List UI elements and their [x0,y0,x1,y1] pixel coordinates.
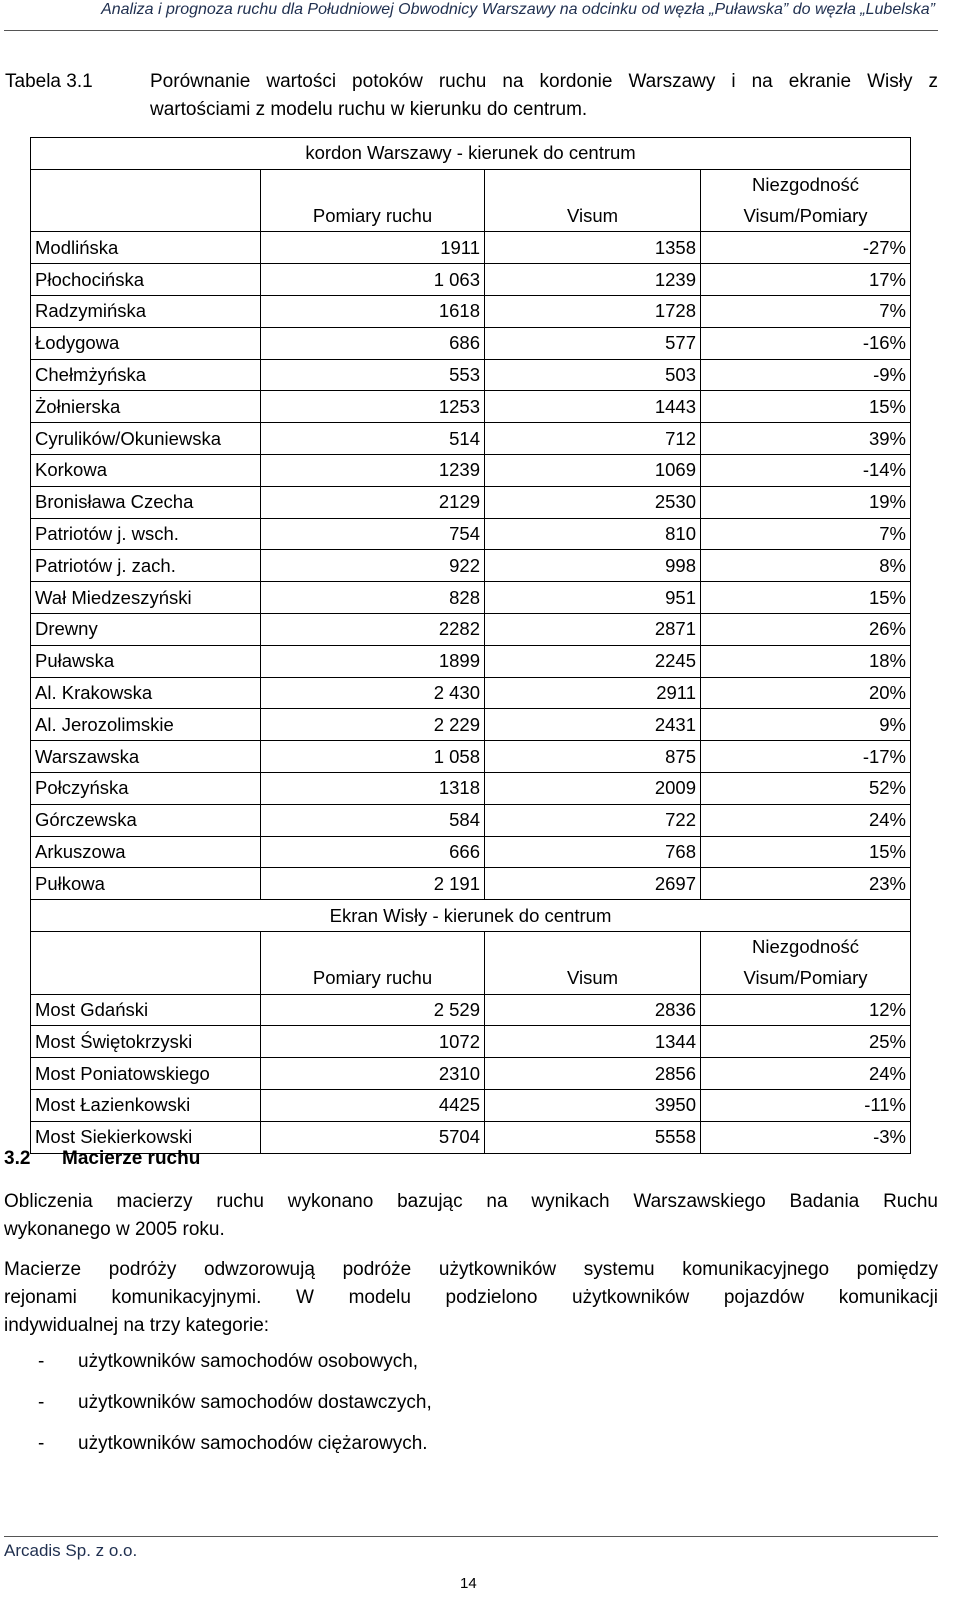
section-title-cell: kordon Warszawy - kierunek do centrum [31,138,911,170]
visum-cell: 768 [485,836,701,868]
table-row [31,423,911,455]
header-row-top [31,169,911,200]
section-number: 3.2 [4,1148,31,1169]
visum-cell: 2431 [485,709,701,741]
discrepancy-cell: 39% [701,423,911,455]
location-cell: Most Łazienkowski [31,1089,261,1121]
discrepancy-cell: -27% [701,232,911,264]
section-title: Macierze ruchu [62,1148,201,1169]
table-row [31,391,911,423]
discrepancy-cell: 7% [701,295,911,327]
table-row [31,613,911,645]
table-row [31,359,911,391]
list-dash: - [38,1433,45,1454]
measurement-cell: 1 058 [261,741,485,773]
visum-cell: 1344 [485,1026,701,1058]
list-item-text: użytkowników samochodów ciężarowych. [78,1433,428,1454]
visum-cell: 577 [485,327,701,359]
measurement-cell: 514 [261,423,485,455]
location-cell: Most Poniatowskiego [31,1058,261,1090]
visum-cell: 2856 [485,1058,701,1090]
column-header-visum: Visum [485,201,701,232]
visum-cell: 3950 [485,1089,701,1121]
paragraph-1-line-1: Obliczenia macierzy ruchu wykonano bazując na wynikach Warszawskiego Badania Ruchu [4,1191,938,1212]
measurement-cell: 1253 [261,391,485,423]
visum-cell: 2911 [485,677,701,709]
header-row-top [31,931,911,962]
location-cell: Radzymińska [31,295,261,327]
table-row [31,264,911,296]
measurement-cell: 2282 [261,613,485,645]
location-cell: Chełmżyńska [31,359,261,391]
location-cell: Drewny [31,613,261,645]
location-cell: Most Świętokrzyski [31,1026,261,1058]
measurement-cell: 584 [261,804,485,836]
footer-divider [4,1536,938,1537]
measurement-cell: 2 229 [261,709,485,741]
measurement-cell: 553 [261,359,485,391]
location-cell: Połczyńska [31,772,261,804]
column-header-discrepancy: Niezgodność [701,169,911,200]
table-row [31,454,911,486]
measurement-cell: 1618 [261,295,485,327]
table-row [31,772,911,804]
visum-cell: 875 [485,741,701,773]
column-header-ratio: Visum/Pomiary [701,963,911,994]
visum-cell: 5558 [485,1121,701,1153]
section-title-row [31,900,911,932]
table-row [31,1089,911,1121]
table-row [31,677,911,709]
table-row [31,836,911,868]
discrepancy-cell: 24% [701,804,911,836]
visum-cell: 2245 [485,645,701,677]
measurement-cell: 2310 [261,1058,485,1090]
measurement-cell: 5704 [261,1121,485,1153]
visum-cell: 1443 [485,391,701,423]
table-caption [150,68,938,124]
header-empty-cell [261,169,485,200]
visum-cell: 998 [485,550,701,582]
footer-company: Arcadis Sp. z o.o. [4,1541,138,1560]
visum-cell: 2836 [485,994,701,1026]
location-cell: Al. Krakowska [31,677,261,709]
visum-cell: 951 [485,582,701,614]
paragraph-1 [4,1188,938,1244]
discrepancy-cell: 7% [701,518,911,550]
measurement-cell: 1318 [261,772,485,804]
measurement-cell: 2 529 [261,994,485,1026]
visum-cell: 1728 [485,295,701,327]
discrepancy-cell: 25% [701,1026,911,1058]
header-row-bottom [31,201,911,232]
visum-cell: 2009 [485,772,701,804]
discrepancy-cell: 9% [701,709,911,741]
list-dash: - [38,1392,45,1413]
table-row [31,741,911,773]
traffic-comparison-table [30,137,911,1154]
location-cell: Warszawska [31,741,261,773]
measurement-cell: 1072 [261,1026,485,1058]
discrepancy-cell: -17% [701,741,911,773]
measurement-cell: 2129 [261,486,485,518]
location-cell: Al. Jerozolimskie [31,709,261,741]
measurement-cell: 1239 [261,454,485,486]
location-cell: Patriotów j. wsch. [31,518,261,550]
column-header-measurements: Pomiary ruchu [261,201,485,232]
table-row [31,550,911,582]
document-header-title: Analiza i prognoza ruchu dla Południowej Obwodnicy Warszawy na odcinku od węzła „Puławska” do węzła „Lubelska” [101,1,935,18]
visum-cell: 2697 [485,868,701,900]
visum-cell: 722 [485,804,701,836]
table-caption-line-1: Porównanie wartości potoków ruchu na kordonie Warszawy i na ekranie Wisły z [150,71,938,92]
measurement-cell: 2 430 [261,677,485,709]
table-row [31,327,911,359]
paragraph-2-line-2: rejonami komunikacyjnymi. W modelu podzielono użytkowników pojazdów komunikacji [4,1287,938,1308]
measurement-cell: 666 [261,836,485,868]
discrepancy-cell: -16% [701,327,911,359]
header-empty-cell [31,169,261,200]
measurement-cell: 1 063 [261,264,485,296]
measurement-cell: 1911 [261,232,485,264]
list-item-text: użytkowników samochodów osobowych, [78,1351,419,1372]
table-body [31,138,911,1154]
section-heading [4,1148,200,1170]
measurement-cell: 828 [261,582,485,614]
list-item-text: użytkowników samochodów dostawczych, [78,1392,432,1413]
list-item [4,1348,432,1389]
section-title-row [31,138,911,170]
table-row [31,232,911,264]
location-cell: Żołnierska [31,391,261,423]
discrepancy-cell: 12% [701,994,911,1026]
table-row [31,582,911,614]
location-cell: Wał Miedzeszyński [31,582,261,614]
table-row [31,486,911,518]
column-header-measurements: Pomiary ruchu [261,963,485,994]
visum-cell: 503 [485,359,701,391]
measurement-cell: 922 [261,550,485,582]
discrepancy-cell: 15% [701,836,911,868]
measurement-cell: 4425 [261,1089,485,1121]
discrepancy-cell: -11% [701,1089,911,1121]
visum-cell: 1069 [485,454,701,486]
visum-cell: 2871 [485,613,701,645]
visum-cell: 1239 [485,264,701,296]
discrepancy-cell: 18% [701,645,911,677]
table-row [31,518,911,550]
column-header-ratio: Visum/Pomiary [701,201,911,232]
table-row [31,804,911,836]
header-row-bottom [31,963,911,994]
visum-cell: 712 [485,423,701,455]
header-empty-cell [31,963,261,994]
discrepancy-cell: -9% [701,359,911,391]
location-cell: Modlińska [31,232,261,264]
location-cell: Cyrulików/Okuniewska [31,423,261,455]
table-row [31,1058,911,1090]
visum-cell: 2530 [485,486,701,518]
location-cell: Puławska [31,645,261,677]
discrepancy-cell: 24% [701,1058,911,1090]
table-row [31,295,911,327]
list-dash: - [38,1351,45,1372]
page-number: 14 [460,1575,477,1592]
discrepancy-cell: 15% [701,582,911,614]
visum-cell: 1358 [485,232,701,264]
paragraph-2 [4,1256,938,1340]
header-empty-cell [31,201,261,232]
header-empty-cell [485,931,701,962]
discrepancy-cell: 17% [701,264,911,296]
table-row [31,868,911,900]
location-cell: Most Siekierkowski [31,1121,261,1153]
table-row [31,994,911,1026]
location-cell: Korkowa [31,454,261,486]
discrepancy-cell: 26% [701,613,911,645]
discrepancy-cell: 15% [701,391,911,423]
measurement-cell: 754 [261,518,485,550]
table-row [31,709,911,741]
measurement-cell: 2 191 [261,868,485,900]
paragraph-2-line-1: Macierze podróży odwzorowują podróże użytkowników systemu komunikacyjnego pomiędzy [4,1259,938,1280]
header-empty-cell [485,169,701,200]
column-header-visum: Visum [485,963,701,994]
discrepancy-cell: 23% [701,868,911,900]
table-row [31,645,911,677]
section-title-cell: Ekran Wisły - kierunek do centrum [31,900,911,932]
measurement-cell: 686 [261,327,485,359]
paragraph-2-line-3: indywidualnej na trzy kategorie: [4,1315,270,1336]
location-cell: Łodygowa [31,327,261,359]
discrepancy-cell: 52% [701,772,911,804]
discrepancy-cell: 20% [701,677,911,709]
header-divider [4,30,938,31]
location-cell: Pułkowa [31,868,261,900]
table-caption-line-2: wartościami z modelu ruchu w kierunku do centrum. [150,99,588,120]
table-caption-number: Tabela 3.1 [5,71,93,92]
table-row [31,1026,911,1058]
location-cell: Górczewska [31,804,261,836]
location-cell: Most Gdański [31,994,261,1026]
discrepancy-cell: -3% [701,1121,911,1153]
header-empty-cell [261,931,485,962]
location-cell: Płochocińska [31,264,261,296]
visum-cell: 810 [485,518,701,550]
discrepancy-cell: -14% [701,454,911,486]
category-list [4,1348,432,1471]
list-item [4,1430,432,1471]
location-cell: Bronisława Czecha [31,486,261,518]
paragraph-1-line-2: wykonanego w 2005 roku. [4,1219,225,1240]
location-cell: Patriotów j. zach. [31,550,261,582]
header-empty-cell [31,931,261,962]
discrepancy-cell: 8% [701,550,911,582]
column-header-discrepancy: Niezgodność [701,931,911,962]
measurement-cell: 1899 [261,645,485,677]
location-cell: Arkuszowa [31,836,261,868]
list-item [4,1389,432,1430]
discrepancy-cell: 19% [701,486,911,518]
